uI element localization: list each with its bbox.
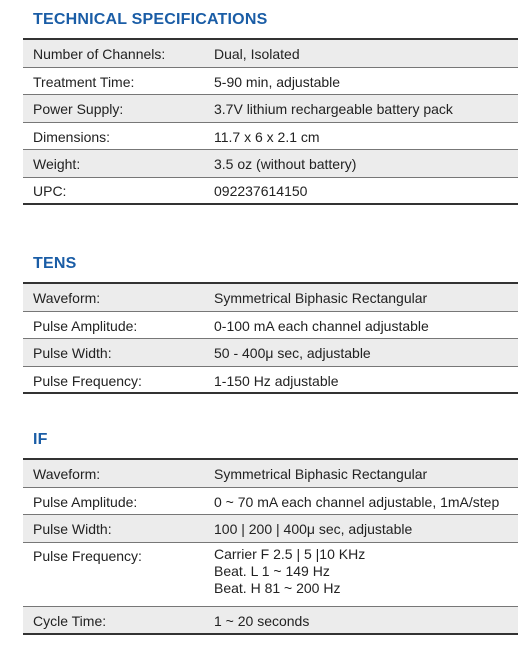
row-label: Cycle Time: (33, 612, 107, 629)
row-value: 0-100 mA each channel adjustable (214, 317, 429, 334)
section-title: TECHNICAL SPECIFICATIONS (33, 11, 268, 28)
table-row (23, 311, 518, 338)
row-value: 1 ~ 20 seconds (214, 612, 310, 629)
row-label: Pulse Width: (33, 344, 112, 361)
row-label: Power Supply: (33, 100, 124, 117)
row-label: Waveform: (33, 290, 101, 306)
row-label: Number of Channels: (33, 46, 166, 62)
table-row (23, 67, 518, 94)
table-row (23, 459, 518, 487)
row-label: Dimensions: (33, 128, 111, 145)
row-value: 11.7 x 6 x 2.1 cm (214, 128, 320, 145)
row-value: 100 | 200 | 400μ sec, adjustable (214, 520, 413, 537)
spec-table (23, 282, 518, 394)
section-title: IF (33, 431, 48, 448)
row-value: 1-150 Hz adjustable (214, 372, 339, 389)
table-row (23, 39, 518, 67)
row-label: Pulse Amplitude: (33, 493, 138, 510)
row-label: Treatment Time: (33, 73, 135, 90)
row-value: Symmetrical Biphasic Rectangular (214, 290, 428, 306)
row-value-line: Beat. L 1 ~ 149 Hz (214, 562, 330, 579)
table-row (23, 542, 518, 606)
row-label: Pulse Width: (33, 520, 112, 537)
table-row (23, 487, 518, 514)
table-row (23, 283, 518, 311)
table-row (23, 606, 518, 634)
row-label: UPC: (33, 182, 67, 199)
row-value: 0 ~ 70 mA each channel adjustable, 1mA/step (214, 493, 500, 510)
row-label: Weight: (33, 155, 81, 172)
table-row (23, 122, 518, 149)
row-value: 3.7V lithium rechargeable battery pack (214, 100, 453, 117)
table-row (23, 366, 518, 393)
row-value: 3.5 oz (without battery) (214, 155, 357, 172)
row-value-multiline (214, 542, 518, 606)
spec-table (23, 38, 518, 205)
row-value-line: Carrier F 2.5 | 5 |10 KHz (214, 545, 366, 562)
table-row (23, 338, 518, 366)
table-row (23, 177, 518, 204)
row-value: Dual, Isolated (214, 46, 300, 62)
row-value: 50 - 400μ sec, adjustable (214, 344, 371, 361)
row-value: Symmetrical Biphasic Rectangular (214, 466, 428, 482)
table-row (23, 94, 518, 122)
section-title: TENS (33, 255, 77, 272)
row-value: 092237614150 (214, 182, 308, 199)
spec-table (23, 458, 518, 635)
row-label: Waveform: (33, 466, 101, 482)
row-label: Pulse Frequency: (33, 372, 142, 389)
row-value-line: Beat. H 81 ~ 200 Hz (214, 579, 341, 596)
row-label: Pulse Amplitude: (33, 317, 138, 334)
row-label: Pulse Frequency: (33, 547, 142, 564)
table-row (23, 149, 518, 177)
row-value: 5-90 min, adjustable (214, 73, 341, 90)
table-row (23, 514, 518, 542)
